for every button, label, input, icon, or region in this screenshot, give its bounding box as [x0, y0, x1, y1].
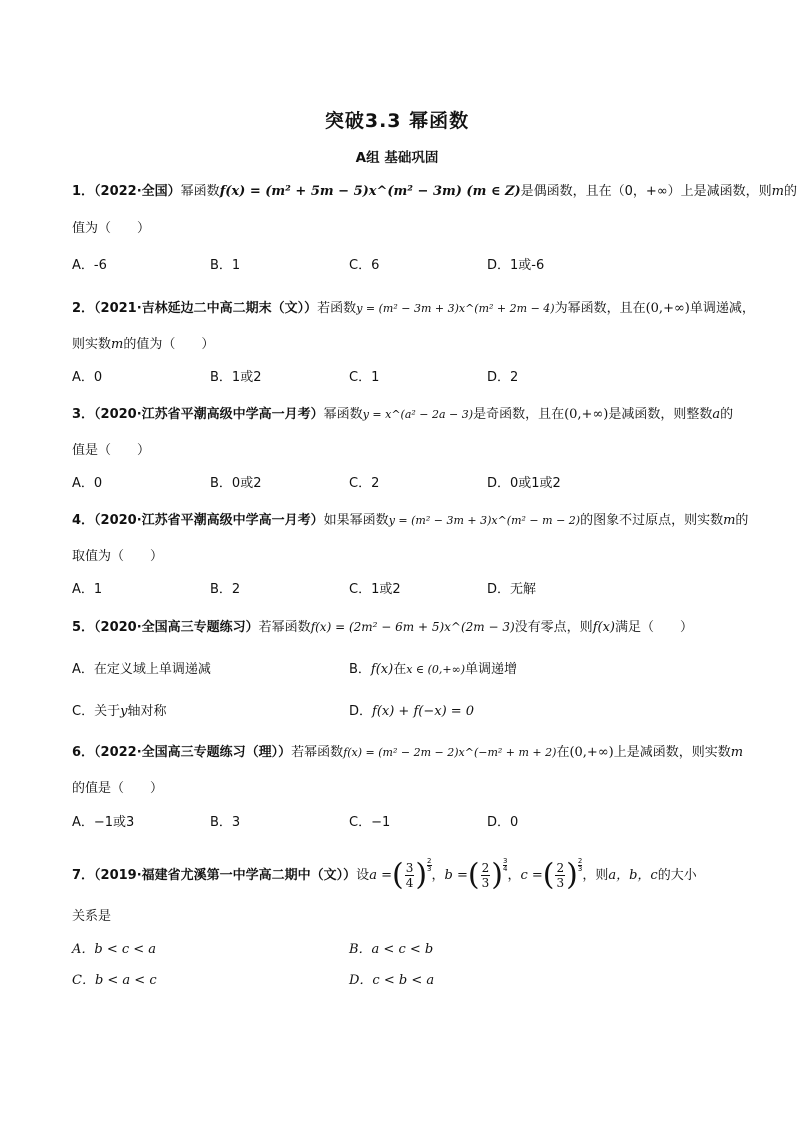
formula: y = x^(a² − 2a − 3) [362, 408, 474, 421]
question-7-cont: 关系是 [72, 909, 112, 924]
variable-c: c = [520, 868, 543, 883]
question-text: 设 [356, 868, 370, 883]
interval: x ∈ (0,+∞) [406, 663, 466, 676]
question-2-cont [72, 335, 724, 355]
question-6 [72, 743, 744, 763]
question-number: 4． [72, 513, 95, 528]
question-text: 为幂函数，且在 [554, 301, 646, 316]
option-b[interactable]: B．a < c < b [349, 942, 434, 957]
option-a[interactable]: A．b < c < a [72, 942, 157, 957]
question-7 [72, 858, 724, 891]
option-c[interactable]: C．b < a < c [72, 973, 157, 988]
question-6-cont: 的值是（ ） [72, 781, 164, 796]
option-text: 单调递增 [465, 662, 518, 677]
fraction [405, 861, 415, 890]
interval: (0,+∞) [645, 301, 690, 316]
variable: a [712, 407, 721, 422]
question-source: （2021·吉林延边二中高二期末（文）） [94, 301, 318, 316]
formula: y = (m² − 3m + 3)x^(m² − m − 2) [388, 514, 581, 527]
numerator: 2 [577, 857, 583, 865]
question-text: ，则 [582, 868, 609, 883]
question-text: 若幂函数 [291, 745, 344, 760]
question-text: 的 [783, 184, 797, 199]
question-text: 若函数 [317, 301, 357, 316]
option-a[interactable]: A．在定义域上单调递减 [72, 662, 211, 677]
question-source: （2020·江苏省平潮高级中学高一月考） [94, 407, 324, 422]
denominator: 4 [405, 876, 414, 890]
option-a[interactable]: A．-6 [72, 258, 107, 273]
variable: y [120, 704, 128, 719]
denominator: 3 [577, 865, 583, 873]
variable: m [771, 184, 784, 199]
question-text: 幂函数 [180, 184, 220, 199]
question-1-cont: 值为（ ） [72, 221, 151, 236]
question-number: 7． [72, 868, 95, 883]
question-text: 上是减函数，则实数 [613, 745, 731, 760]
question-number: 6． [72, 745, 95, 760]
option-b[interactable]: B．1 [210, 258, 241, 273]
question-4-cont: 取值为（ ） [72, 549, 164, 564]
question-text: 的大小 [657, 868, 697, 883]
right-paren: ) [415, 857, 428, 893]
option-c[interactable]: C．6 [349, 258, 380, 273]
left-paren: ( [391, 857, 404, 893]
group-heading: A组 基础巩固 [355, 150, 439, 166]
question-source: （2019·福建省尤溪第一中学高二期中（文）） [94, 868, 357, 883]
page-title: 突破3.3 幂函数 [324, 110, 470, 132]
option-c[interactable]: C．−1 [349, 815, 391, 830]
left-paren: ( [542, 857, 555, 893]
option-text: 轴对称 [127, 704, 167, 719]
option-c[interactable]: C．1或2 [349, 582, 401, 597]
question-source: （2022·全国） [94, 184, 181, 199]
question-4 [72, 511, 749, 531]
option-a[interactable]: A．1 [72, 582, 103, 597]
option-d[interactable]: D．2 [487, 370, 519, 385]
option-d[interactable] [349, 702, 474, 722]
question-2 [72, 299, 755, 319]
question-number: 3． [72, 407, 95, 422]
left-paren: ( [467, 857, 480, 893]
question-number: 1． [72, 184, 95, 199]
function-symbol: f(x) [370, 662, 394, 677]
variable: m [723, 513, 736, 528]
fraction [555, 861, 565, 890]
formula: f(x) + f(−x) = 0 [372, 704, 475, 719]
variable-a: a = [369, 868, 392, 883]
option-c[interactable] [72, 702, 166, 722]
question-1 [72, 182, 797, 202]
option-a[interactable]: A．0 [72, 370, 103, 385]
question-text: 若幂函数 [258, 620, 311, 635]
question-text: 的值为（ ） [123, 337, 215, 352]
denominator: 3 [556, 876, 565, 890]
option-b[interactable]: B．2 [210, 582, 241, 597]
option-b[interactable]: B．3 [210, 815, 241, 830]
question-source: （2022·全国高三专题练习（理）） [94, 745, 292, 760]
question-3 [72, 405, 734, 425]
option-b[interactable]: B．0或2 [210, 476, 262, 491]
question-text: 则实数 [72, 337, 112, 352]
numerator: 2 [481, 861, 490, 875]
question-text: 的图象不过原点，则实数 [580, 513, 724, 528]
formula: f(x) = (m² + 5m − 5)x^(m² − 3m) (m ∈ Z) [219, 184, 521, 199]
denominator: 3 [481, 876, 490, 890]
question-text: 的 [735, 513, 749, 528]
option-label: C．关于 [72, 704, 121, 719]
question-text: 幂函数 [323, 407, 363, 422]
option-label: B． [349, 662, 371, 677]
numerator: 2 [556, 861, 565, 875]
variable-b: b = [444, 868, 468, 883]
option-label: D． [349, 704, 373, 719]
variable: m [730, 745, 744, 760]
right-paren: ) [491, 857, 503, 893]
denominator: 4 [502, 865, 508, 873]
question-source: （2020·江苏省平潮高级中学高一月考） [94, 513, 324, 528]
separator: ， [507, 868, 521, 883]
question-text: 是减函数，则整数 [608, 407, 713, 422]
option-b[interactable] [349, 660, 517, 680]
option-c[interactable]: C．2 [349, 476, 380, 491]
option-d[interactable]: D．0或1或2 [487, 476, 561, 491]
formula: f(x) = (m² − 2m − 2)x^(−m² + m + 2) [343, 746, 557, 759]
interval: (0,+∞) [564, 407, 609, 422]
question-text: 是偶函数，且在（0，+∞）上是减函数，则 [520, 184, 772, 199]
denominator: 3 [427, 865, 432, 873]
option-d[interactable]: D．c < b < a [349, 973, 435, 988]
option-a[interactable]: A．0 [72, 476, 103, 491]
question-source: （2020·全国高三专题练习） [94, 620, 259, 635]
option-a[interactable]: A．−1或3 [72, 815, 135, 830]
function-symbol: f(x) [592, 620, 615, 635]
question-number: 5． [72, 620, 95, 635]
numerator: 2 [427, 857, 432, 865]
option-d[interactable]: D．1或-6 [487, 258, 545, 273]
question-text: 没有零点，则 [514, 620, 593, 635]
variable: m [111, 337, 124, 352]
question-text: 是奇函数，且在 [473, 407, 565, 422]
option-d[interactable]: D．无解 [487, 582, 537, 597]
option-c[interactable]: C．1 [349, 370, 380, 385]
question-3-cont: 值是（ ） [72, 443, 151, 458]
right-paren: ) [566, 857, 578, 893]
numerator: 3 [405, 861, 414, 875]
formula: y = (m² − 3m + 3)x^(m² + 2m − 4) [356, 302, 555, 315]
question-number: 2． [72, 301, 95, 316]
formula: f(x) = (2m² − 6m + 5)x^(2m − 3) [310, 620, 515, 634]
question-text: 如果幂函数 [323, 513, 389, 528]
option-b[interactable]: B．1或2 [210, 370, 262, 385]
question-text: 在 [556, 745, 570, 760]
separator: ， [431, 868, 445, 883]
option-d[interactable]: D．0 [487, 815, 519, 830]
variables: a，b，c [608, 868, 658, 883]
question-5 [72, 617, 724, 638]
question-text: 单调递减， [689, 301, 755, 316]
fraction [481, 861, 491, 890]
numerator: 3 [502, 857, 508, 865]
interval: (0,+∞) [569, 745, 614, 760]
question-text: 满足（ ） [614, 620, 693, 635]
option-text: 在 [393, 662, 407, 677]
question-text: 的 [720, 407, 734, 422]
